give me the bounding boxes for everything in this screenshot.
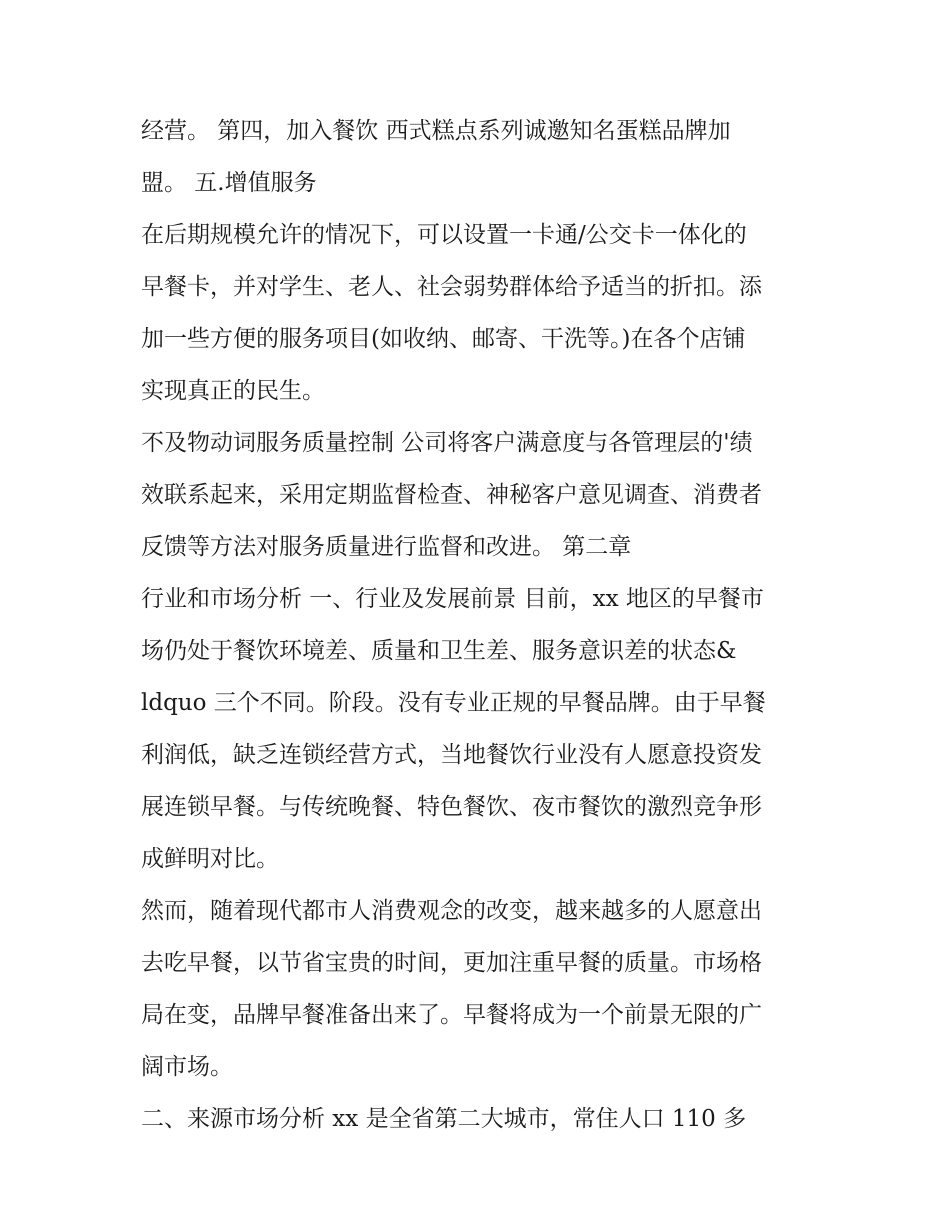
- text-line: 早餐卡，并对学生、老人、社会弱势群体给予适当的折扣。添: [141, 274, 762, 300]
- text-line: 场仍处于餐饮环境差、质量和卫生差、服务意识差的状态&: [141, 638, 737, 664]
- text-line: 行业和市场分析 一、行业及发展前景 目前，xx 地区的早餐市: [141, 586, 764, 612]
- text-line: 实现真正的民生。: [141, 378, 325, 404]
- text-line: 在后期规模允许的情况下，可以设置一卡通/公交卡一体化的: [141, 222, 747, 248]
- text-line: 成鲜明对比。: [141, 846, 279, 872]
- text-line: ldquo 三个不同。阶段。没有专业正规的早餐品牌。由于早餐: [141, 690, 766, 716]
- text-line: 利润低，缺乏连锁经营方式，当地餐饮行业没有人愿意投资发: [141, 742, 762, 768]
- text-line: 去吃早餐，以节省宝贵的时间，更加注重早餐的质量。市场格: [141, 950, 762, 976]
- text-line: 加一些方便的服务项目(如收纳、邮寄、干洗等。)在各个店铺: [141, 326, 746, 352]
- text-line: 局在变，品牌早餐准备出来了。早餐将成为一个前景无限的广: [141, 1002, 762, 1028]
- text-line: 然而，随着现代都市人消费观念的改变，越来越多的人愿意出: [141, 898, 762, 924]
- text-line: 阔市场。: [141, 1054, 233, 1080]
- text-line: 反馈等方法对服务质量进行监督和改进。 第二章: [141, 534, 632, 560]
- text-line: 展连锁早餐。与传统晚餐、特色餐饮、夜市餐饮的激烈竞争形: [141, 794, 762, 820]
- text-line: 二、来源市场分析 xx 是全省第二大城市，常住人口 110 多: [141, 1106, 747, 1132]
- text-line: 效联系起来，采用定期监督检查、神秘客户意见调查、消费者: [141, 482, 762, 508]
- text-line: 经营。 第四，加入餐饮 西式糕点系列诚邀知名蛋糕品牌加: [141, 118, 731, 144]
- text-line: 盟。 五.增值服务: [141, 170, 317, 196]
- body-text: [141, 105, 831, 1145]
- text-line: 不及物动词服务质量控制 公司将客户满意度与各管理层的'绩: [141, 430, 753, 456]
